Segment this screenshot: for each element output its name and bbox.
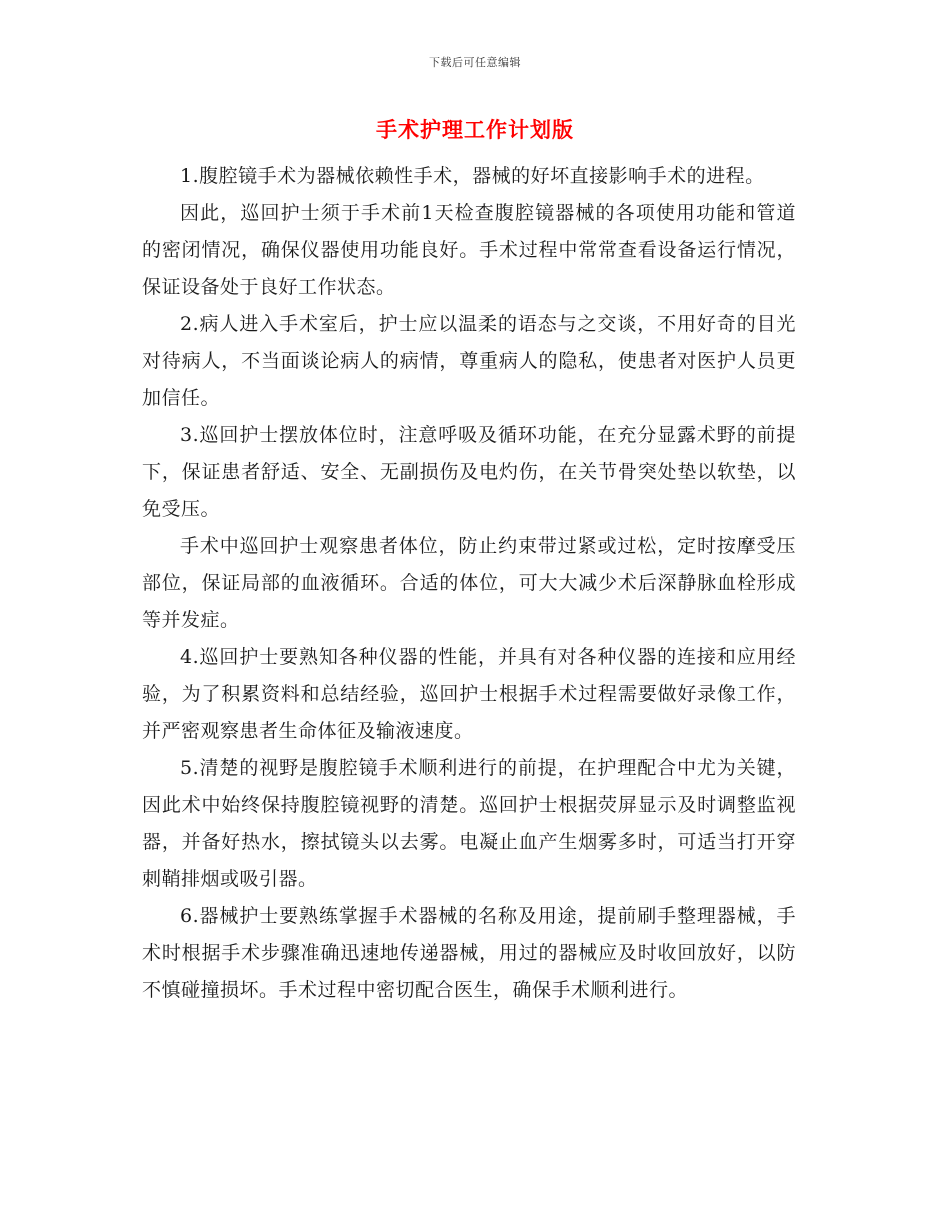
document-title: 手术护理工作计划版 [376, 117, 574, 142]
paragraph-6: 4.巡回护士要熟知各种仪器的性能，并具有对各种仪器的连接和应用经验，为了积累资料和总结经验，巡回护士根据手术过程需要做好录像工作，并严密观察患者生命体征及输液速度。 [142, 646, 796, 742]
paragraph-2: 因此，巡回护士须于手术前1天检查腹腔镜器械的各项使用功能和管道的密闭情况，确保仪器使用功能良好。手术过程中常常查看设备运行情况，保证设备处于良好工作状态。 [142, 202, 796, 298]
document-body [142, 158, 796, 1009]
paragraph-1: 1.腹腔镜手术为器械依赖性手术，器械的好坏直接影响手术的进程。 [180, 165, 765, 187]
paragraph-7: 5.清楚的视野是腹腔镜手术顺利进行的前提，在护理配合中尤为关键，因此术中始终保持腹腔镜视野的清楚。巡回护士根据荧屏显示及时调整监视器，并备好热水，擦拭镜头以去雾。电凝止血产生烟雾多时，可适当打开穿刺鞘排烟或吸引器。 [142, 757, 796, 890]
paragraph-4: 3.巡回护士摆放体位时，注意呼吸及循环功能，在充分显露术野的前提下，保证患者舒适、安全、无副损伤及电灼伤，在关节骨突处垫以软垫，以免受压。 [142, 424, 796, 520]
paragraph-3: 2.病人进入手术室后，护士应以温柔的语态与之交谈，不用好奇的目光对待病人，不当面谈论病人的病情，尊重病人的隐私，使患者对医护人员更加信任。 [142, 313, 796, 409]
page-header-note: 下载后可任意编辑 [429, 56, 521, 69]
paragraph-5: 手术中巡回护士观察患者体位，防止约束带过紧或过松，定时按摩受压部位，保证局部的血液循环。合适的体位，可大大减少术后深静脉血栓形成等并发症。 [142, 535, 796, 631]
paragraph-8: 6.器械护士要熟练掌握手术器械的名称及用途，提前刷手整理器械，手术时根据手术步骤准确迅速地传递器械，用过的器械应及时收回放好，以防不慎碰撞损坏。手术过程中密切配合医生，确保手术顺利进行。 [142, 905, 796, 1001]
